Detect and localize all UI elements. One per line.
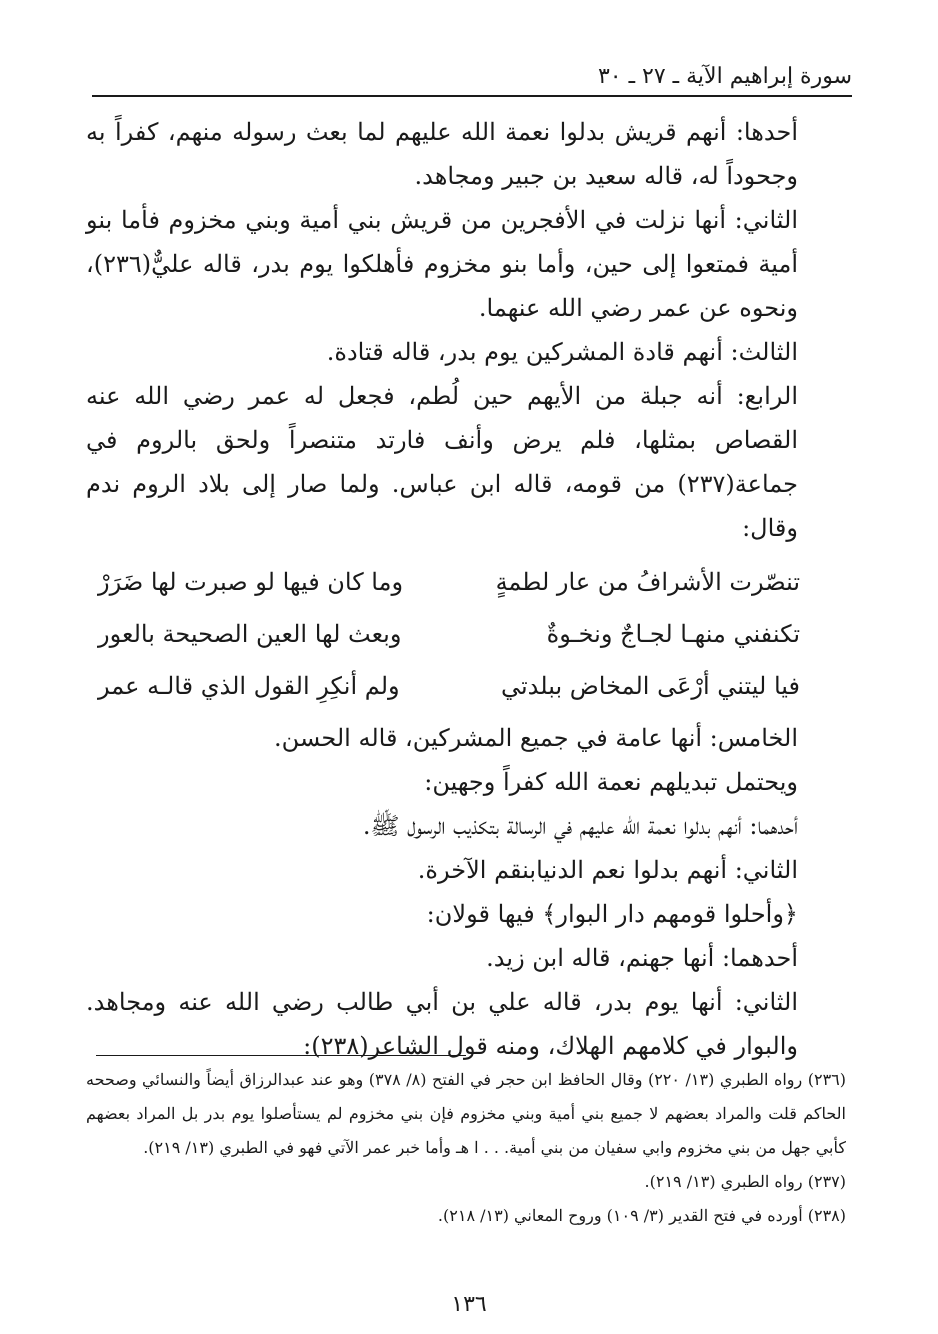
paragraph-second-view: الثاني: أنها نزلت في الأفجرين من قريش بني أمية وبني مخزوم فأما بنو أمية فمتعوا إلى حين، وأما بنو مخزوم فأهلكوا يوم بدر، قاله عليٌّ(٢٣٦)، ونحوه عن عمر رضي الله عنهما. — [86, 206, 798, 322]
verse-second-hemistich: ولم أنكِرِ القول الذي قالـه عمر — [98, 672, 400, 700]
poem — [86, 556, 838, 712]
verse — [86, 556, 838, 608]
verse-second-hemistich: وما كان فيها لو صبرت لها ضَرَرْ — [98, 568, 404, 596]
paragraph-fifth-view: الخامس: أنها عامة في جميع المشركين، قاله الحسن. — [274, 724, 798, 752]
paragraph-first-view: أحدها: أنهم قريش بدلوا نعمة الله عليهم لما بعث رسوله منهم، كفراً به وجحوداً له، قاله سعيد بن جبير ومجاهد. — [86, 118, 798, 190]
footnote-separator — [96, 1055, 466, 1056]
footnote-238: (٢٣٨) أورده في فتح القدير (٣/ ١٠٩) وروح المعاني (١٣/ ٢١٨). — [437, 1206, 846, 1225]
paragraph-opinion-two: الثاني: أنها يوم بدر، قاله علي بن أبي طالب رضي الله عنه ومجاهد. والبوار في كلامهم الهلاك، ومنه قول الشاعر(٢٣٨): — [86, 988, 798, 1060]
header-title: سورة إبراهيم الآية ـ ٢٧ ـ ٣٠ — [597, 64, 852, 89]
main-text — [86, 110, 838, 1068]
paragraph-two-aspects: ويحتمل تبديلهم نعمة الله كفراً وجهين: — [424, 768, 798, 796]
verse-first-hemistich: فيا ليتني أرْعَى المخاض ببلدتي — [501, 672, 800, 700]
verse — [86, 660, 838, 712]
verse-first-hemistich: تنصّرت الأشرافُ من عار لطمةٍ — [495, 568, 800, 596]
paragraph-aspect-two: الثاني: أنهم بدلوا نعم الدنيابنقم الآخرة. — [417, 856, 798, 884]
page-number: ١٣٦ — [451, 1292, 487, 1317]
paragraph-opinion-one: أحدهما: أنها جهنم، قاله ابن زيد. — [486, 944, 798, 972]
footnote-236: (٢٣٦) رواه الطبري (١٣/ ٢٢٠) وقال الحافظ ابن حجر في الفتح (٨/ ٣٧٨) وهو عند عبدالرزاق أيضاً والنسائي وصححه الحاكم قلت والمراد بعضهم لا جميع بني أمية وبني مخزوم فإن بني مخزوم لم يستأصلوا يوم بدر بل المراد بعضهم كأبي جهل من بني مخزوم وابي سفيان من بني أمية. . . ا هـ وأما خبر عمر الآتي فهو في الطبري (١٣/ ٢١٩). — [86, 1070, 847, 1157]
verse-first-hemistich: تكنفني منهـا لجـاجٌ ونخـوةٌ — [546, 620, 800, 648]
running-header — [92, 62, 852, 92]
verse — [86, 608, 838, 660]
verse-second-hemistich: وبعث لها العين الصحيحة بالعور — [98, 620, 402, 648]
paragraph-fourth-view: الرابع: أنه جبلة من الأيهم حين لُطم، فجعل له عمر رضي الله عنه القصاص بمثلها، فلم يرض وأنف فارتد متنصراً ولحق بالروم في جماعة(٢٣٧) من قومه، قاله ابن عباس. ولما صار إلى بلاد الروم ندم وقال: — [86, 382, 798, 542]
header-rule — [92, 95, 852, 97]
footnote-237: (٢٣٧) رواه الطبري (١٣/ ٢١٩). — [644, 1172, 846, 1191]
paragraph-third-view: الثالث: أنهم قادة المشركين يوم بدر، قاله قتادة. — [326, 338, 798, 366]
paragraph-aspect-one: أحدهما: أنهم بدلوا نعمة الله عليهم في الرسالة بتكذيب الرسول ﷺ. — [362, 812, 798, 840]
quranic-verse-heading: ﴿وأحلوا قومهم دار البوار﴾ فيها قولان: — [426, 900, 798, 928]
footnotes — [86, 1063, 846, 1233]
